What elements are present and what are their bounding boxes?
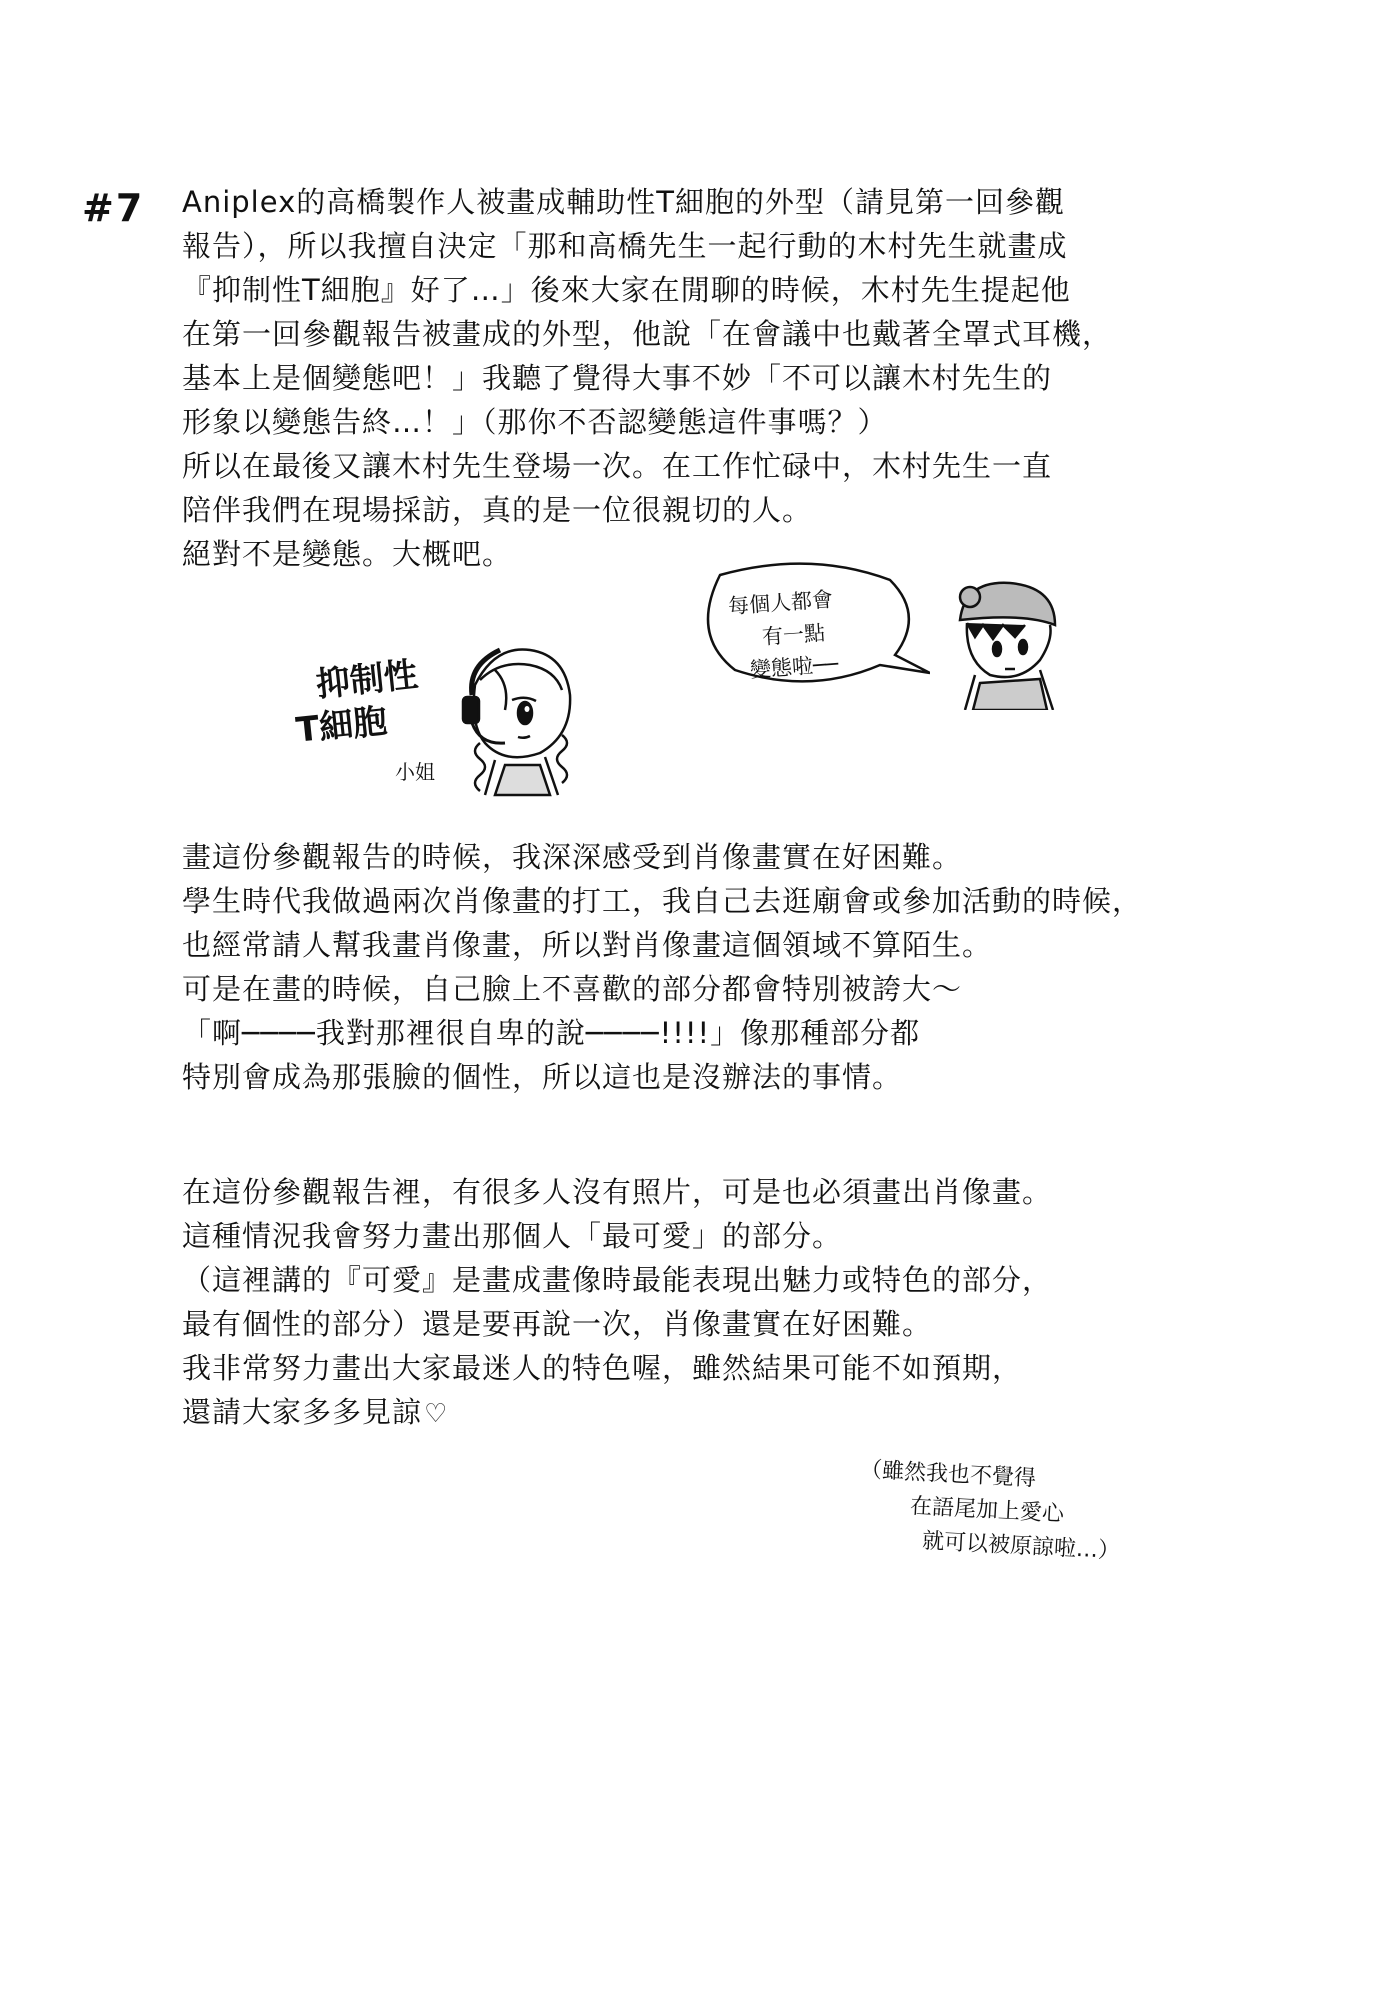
paragraph-1 <box>182 180 1252 576</box>
bubble-line1: 每個人都會 <box>727 587 834 619</box>
afterword-line: 就可以被原諒啦…） <box>921 1528 1121 1565</box>
text-line: 在第一回參觀報告被畫成的外型，他說「在會議中也戴著全罩式耳機， <box>182 317 1113 351</box>
text-line: Aniplex的高橋製作人被畫成輔助性T細胞的外型（請見第一回參觀 <box>182 185 1065 219</box>
text-line: 可是在畫的時候，自己臉上不喜歡的部分都會特別被誇大～ <box>182 972 963 1006</box>
paragraph-3 <box>182 1170 1252 1434</box>
afterword-line: （雖然我也不覺得 <box>859 1457 1037 1492</box>
section-number: #7 <box>82 186 145 230</box>
text-line: 絕對不是變態。大概吧。 <box>182 537 513 571</box>
text-line: 畫這份參觀報告的時候，我深深感受到肖像畫實在好困難。 <box>182 840 963 874</box>
text-line: 形象以變態告終…！」（那你不否認變態這件事嗎？） <box>182 405 888 439</box>
text-line: 也經常請人幫我畫肖像畫，所以對肖像畫這個領域不算陌生。 <box>182 928 993 962</box>
afterword-line: 在語尾加上愛心 <box>909 1493 1065 1528</box>
bubble-line3: 變態啦── <box>749 651 840 683</box>
text-line: 基本上是個變態吧！」我聽了覺得大事不妙「不可以讓木村先生的 <box>182 361 1053 395</box>
heart-icon: ♡ <box>424 1399 449 1429</box>
text-line: 最有個性的部分）還是要再說一次，肖像畫實在好困難。 <box>182 1307 933 1341</box>
text-line: 學生時代我做過兩次肖像畫的打工，我自己去逛廟會或參加活動的時候， <box>182 884 1143 918</box>
text-line: 陪伴我們在現場採訪，真的是一位很親切的人。 <box>182 493 813 527</box>
text-line: 報告），所以我擅自決定「那和高橋先生一起行動的木村先生就畫成 <box>182 229 1068 263</box>
girl-label-line2: T細胞 <box>294 701 390 751</box>
text-line: 所以在最後又讓木村先生登場一次。在工作忙碌中，木村先生一直 <box>182 449 1053 483</box>
text-line: （這裡講的『可愛』是畫成畫像時最能表現出魅力或特色的部分， <box>182 1263 1053 1297</box>
text-line: 「啊────我對那裡很自卑的說────!!!!」像那種部分都 <box>182 1016 921 1050</box>
text-line: 『抑制性T細胞』好了…」後來大家在閒聊的時候，木村先生提起他 <box>182 273 1071 307</box>
bubble-line2: 有一點 <box>761 620 826 650</box>
paragraph-2 <box>182 835 1252 1099</box>
text-line: 我非常努力畫出大家最迷人的特色喔，雖然結果可能不如預期， <box>182 1351 1023 1385</box>
text-line: 這種情況我會努力畫出那個人「最可愛」的部分。 <box>182 1219 843 1253</box>
girl-head-drawing <box>463 649 570 795</box>
girl-label-line3: 小姐 <box>395 760 435 784</box>
kimura-illustration <box>945 575 1065 710</box>
text-line: 還請大家多多見諒 <box>182 1395 423 1429</box>
text-line-with-heart <box>182 1390 1252 1434</box>
girl-label-line1: 抑制性 <box>314 654 420 706</box>
text-line: 在這份參觀報告裡，有很多人沒有照片，可是也必須畫出肖像畫。 <box>182 1175 1053 1209</box>
text-line: 特別會成為那張臉的個性，所以這也是沒辦法的事情。 <box>182 1060 903 1094</box>
